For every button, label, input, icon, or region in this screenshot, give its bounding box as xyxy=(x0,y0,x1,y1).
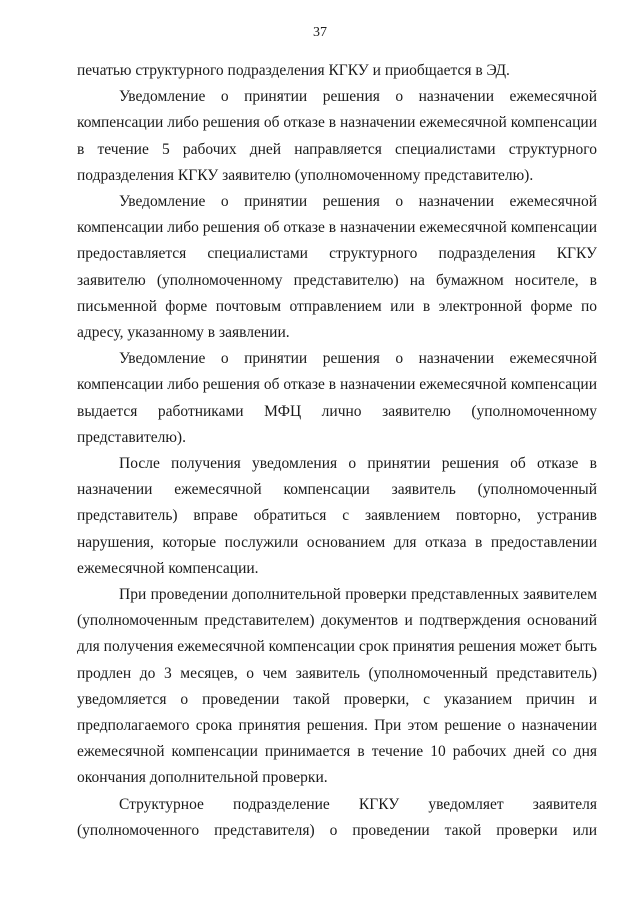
document-body xyxy=(77,58,597,844)
paragraph: Уведомление о принятии решения о назначении ежемесячной компенсации либо решения об отказе в назначении ежемесячной компенсации предоставляется специалистами структурного подразделения КГКУ заявителю (уполномоченному представителю) на бумажном носителе, в письменной форме почтовым отправлением или в электронной форме по адресу, указанному в заявлении. xyxy=(77,193,597,342)
paragraph: Уведомление о принятии решения о назначении ежемесячной компенсации либо решения об отказе в назначении ежемесячной компенсации выдается работниками МФЦ лично заявителю (уполномоченному представителю). xyxy=(77,350,597,446)
paragraph: При проведении дополнительной проверки представленных заявителем (уполномоченным представителем) документов и подтверждения оснований для получения ежемесячной компенсации срок принятия решения может быть продлен до 3 месяцев, о чем заявитель (уполномоченный представитель) уведомляется о проведении такой проверки, с указанием причин и предполагаемого срока принятия решения. При этом решение о назначении ежемесячной компенсации принимается в течение 10 рабочих дней со дня окончания дополнительной проверки. xyxy=(77,586,597,787)
paragraph: После получения уведомления о принятии решения об отказе в назначении ежемесячной компенсации заявитель (уполномоченный представитель) вправе обратиться с заявлением повторно, устранив нарушения, которые послужили основанием для отказа в предоставлении ежемесячной компенсации. xyxy=(77,455,597,577)
paragraph-continues: Структурное подразделение КГКУ уведомляет заявителя (уполномоченного представителя) о проведении такой проверки или xyxy=(77,795,597,839)
paragraph-continuation: печатью структурного подразделения КГКУ и приобщается в ЭД. xyxy=(77,62,510,79)
paragraph: Уведомление о принятии решения о назначении ежемесячной компенсации либо решения об отказе в назначении ежемесячной компенсации в течение 5 рабочих дней направляется специалистами структурного подразделения КГКУ заявителю (уполномоченному представителю). xyxy=(77,88,597,184)
page-number: 37 xyxy=(313,25,327,40)
